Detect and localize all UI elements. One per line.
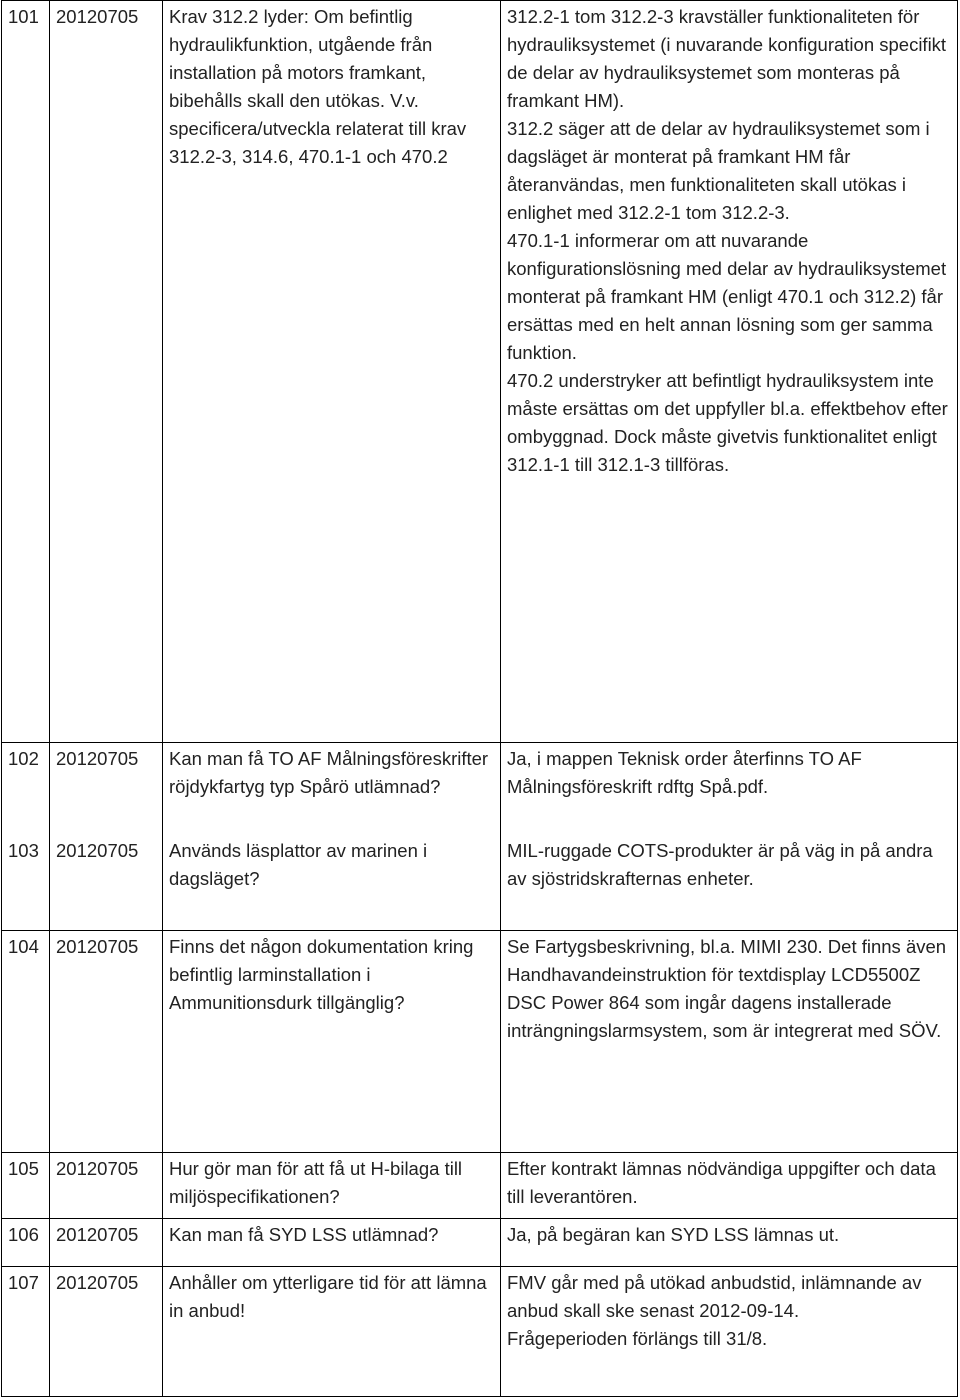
row-number: 103 <box>2 835 50 931</box>
row-date: 20120705 <box>50 835 163 931</box>
row-answer: Ja, i mappen Teknisk order återfinns TO AF Målningsföreskrift rdftg Spå.pdf. <box>501 743 958 835</box>
row-answer: FMV går med på utökad anbudstid, inlämnande av anbud skall ske senast 2012-09-14. Frågeperioden förlängs till 31/8. <box>501 1267 958 1397</box>
row-date: 20120705 <box>50 1153 163 1219</box>
row-answer: Efter kontrakt lämnas nödvändiga uppgifter och data till leverantören. <box>501 1153 958 1219</box>
table-row <box>2 1267 958 1397</box>
row-number: 101 <box>2 1 50 743</box>
table-row <box>2 1 958 743</box>
row-number: 106 <box>2 1219 50 1267</box>
row-question: Kan man få SYD LSS utlämnad? <box>163 1219 501 1267</box>
table-row <box>2 743 958 835</box>
row-question: Hur gör man för att få ut H-bilaga till miljöspecifikationen? <box>163 1153 501 1219</box>
row-answer: 312.2-1 tom 312.2-3 kravställer funktionaliteten för hydrauliksystemet (i nuvarande konfiguration specifikt de delar av hydrauliksystemet som monteras på framkant HM). 312.2 säger att de delar av hydrauliksystemet som i dagsläget är monterat på framkant HM får återanvändas, men funktionaliteten skall utökas i enlighet med 312.2-1 tom 312.2-3. 470.1-1 informerar om att nuvarande konfigurationslösning med delar av hydrauliksystemet monterat på framkant HM (enligt 470.1 och 312.2) får ersättas med en helt annan lösning som ger samma funktion. 470.2 understryker att befintligt hydrauliksystem inte måste ersättas om det uppfyller bl.a. effektbehov efter ombyggnad. Dock måste givetvis funktionalitet enligt 312.1-1 till 312.1-3 tillföras. <box>501 1 958 743</box>
row-question: Används läsplattor av marinen i dagsläget? <box>163 835 501 931</box>
row-number: 104 <box>2 931 50 1153</box>
row-date: 20120705 <box>50 743 163 835</box>
row-answer: Ja, på begäran kan SYD LSS lämnas ut. <box>501 1219 958 1267</box>
table-row <box>2 1153 958 1219</box>
row-number: 105 <box>2 1153 50 1219</box>
qa-table <box>1 0 958 1397</box>
row-question: Anhåller om ytterligare tid för att lämna in anbud! <box>163 1267 501 1397</box>
row-answer: MIL-ruggade COTS-produkter är på väg in på andra av sjöstridskrafternas enheter. <box>501 835 958 931</box>
row-date: 20120705 <box>50 931 163 1153</box>
row-question: Krav 312.2 lyder: Om befintlig hydraulikfunktion, utgående från installation på motors framkant, bibehålls skall den utökas. V.v. specificera/utveckla relaterat till krav 312.2-3, 314.6, 470.1-1 och 470.2 <box>163 1 501 743</box>
row-question: Kan man få TO AF Målningsföreskrifter röjdykfartyg typ Spårö utlämnad? <box>163 743 501 835</box>
row-answer: Se Fartygsbeskrivning, bl.a. MIMI 230. Det finns även Handhavandeinstruktion för textdisplay LCD5500Z DSC Power 864 som ingår dagens installerade inträngningslarmsystem, som är integrerat med SÖV. <box>501 931 958 1153</box>
row-date: 20120705 <box>50 1219 163 1267</box>
table-row <box>2 931 958 1153</box>
table-row <box>2 835 958 931</box>
row-date: 20120705 <box>50 1 163 743</box>
row-number: 107 <box>2 1267 50 1397</box>
row-date: 20120705 <box>50 1267 163 1397</box>
row-number: 102 <box>2 743 50 835</box>
row-question: Finns det någon dokumentation kring befintlig larminstallation i Ammunitionsdurk tillgänglig? <box>163 931 501 1153</box>
table-row <box>2 1219 958 1267</box>
